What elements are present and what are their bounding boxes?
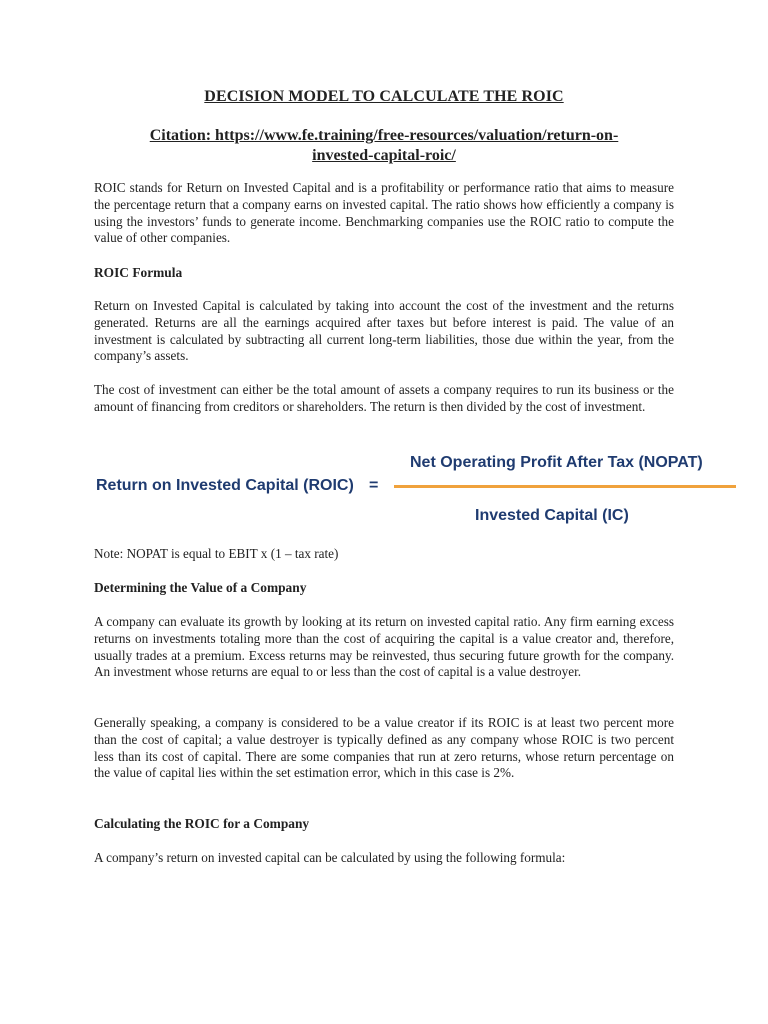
value-heading: Determining the Value of a Company bbox=[94, 580, 307, 595]
formula-equals: = bbox=[369, 477, 379, 494]
citation-line-1[interactable]: Citation: https://www.fe.training/free-resources/valuation/return-on- bbox=[149, 127, 619, 144]
value-paragraph-2: Generally speaking, a company is considered to be a value creator if its ROIC is at least two percent more than the cost of capital; a value destroyer is typically defined as any company whose ROIC is two percent less than its cost of capital. There are some companies that run at zero returns, whose return percentage on the value of capital lies within the set estimation error, which in this case is 2%. bbox=[94, 715, 674, 781]
roic-formula-heading: ROIC Formula bbox=[94, 265, 183, 280]
formula-lhs: Return on Invested Capital (ROIC) bbox=[96, 477, 354, 494]
formula-paragraph-2: The cost of investment can either be the total amount of assets a company requires to run its business or the amount of financing from creditors or shareholders. The return is then divided by the cost of investment. bbox=[94, 382, 674, 414]
formula-fraction-line bbox=[394, 485, 736, 488]
nopat-note: Note: NOPAT is equal to EBIT x (1 – tax rate) bbox=[94, 546, 339, 561]
calc-heading: Calculating the ROIC for a Company bbox=[94, 816, 310, 831]
formula-numerator: Net Operating Profit After Tax (NOPAT) bbox=[410, 454, 703, 471]
formula-denominator: Invested Capital (IC) bbox=[475, 507, 629, 524]
roic-formula-graphic bbox=[90, 448, 750, 532]
citation-line-2[interactable]: invested-capital-roic/ bbox=[312, 147, 456, 164]
formula-paragraph-1: Return on Invested Capital is calculated by taking into account the cost of the investment and the returns generated. Returns are all the earnings acquired after taxes but before interest is paid. The value of an investment is calculated by subtracting all current long-term liabilities, those due within the year, from the company’s assets. bbox=[94, 298, 674, 364]
citation-link[interactable] bbox=[100, 126, 668, 166]
value-paragraph-1: A company can evaluate its growth by looking at its return on invested capital ratio. Any firm earning excess returns on investments totaling more than the cost of acquiring the capital is a value creator and, therefore, usually trades at a premium. Excess returns may be reinvested, thus securing future growth for the company. An investment whose returns are equal to or less than the cost of capital is a value destroyer. bbox=[94, 614, 674, 680]
intro-paragraph: ROIC stands for Return on Invested Capital and is a profitability or performance ratio that aims to measure the percentage return that a company earns on invested capital. The ratio shows how efficiently a company is using the investors’ funds to generate income. Benchmarking companies use the ROIC ratio to compute the value of other companies. bbox=[94, 180, 674, 246]
calc-paragraph: A company’s return on invested capital can be calculated by using the following formula: bbox=[94, 850, 566, 865]
document-title: DECISION MODEL TO CALCULATE THE ROIC bbox=[204, 88, 564, 105]
